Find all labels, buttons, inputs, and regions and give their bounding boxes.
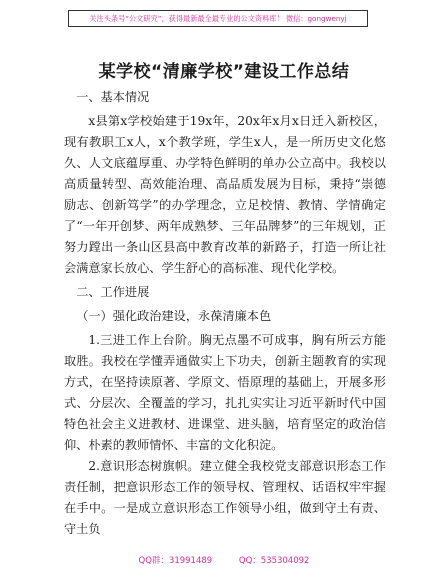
paragraph-basic-info: x县第x学校始建于19x年，20x年x月x日迁入新校区，现有教职工x人，x个教学班，学生x人，是一所历史文化悠久、人文底蕴厚重、办学特色鲜明的单办公立高中。我校以高质量转型、高效能治理、高品质发展为目标，秉持“崇德励志、创新笃学”的办学理念，立足校情、教情、学情确定了“一年开创梦、两年成熟梦、三年品牌梦”的三年规划，正努力蹚出一条山区县高中教育改革的新路子，打造一所让社会满意家长放心、学生舒心的高标准、现代化学校。 [64, 114, 386, 275]
document-title: 某学校“清廉学校”建设工作总结 [98, 62, 350, 82]
footer-qq-group: QQ群：31991489 [138, 556, 213, 566]
subsection-heading-politics: （一）强化政治建设，永葆清廉本色 [76, 309, 272, 323]
top-banner: 关注头条号“公文研究”，获得最新最全最专业的公文资料库！ 微信：gongwenyj [68, 10, 368, 27]
section-heading-progress: 二、工作进展 [76, 285, 150, 299]
paragraph-ideology: 2.意识形态树旗帜。建立健全我校党支部意识形态工作责任制，把意识形态工作的领导权、管理权、话语权牢牢握在手中。一是成立意识形态工作领导小组，做到守土有责、守土负 [64, 459, 386, 536]
paragraph-three-entries: 1.三进工作上台阶。胸无点墨不可成事，胸有所云方能取胜。我校在学懂弄通做实上下功夫，创新主题教育的实现方式，在坚持读原著、学原文、悟原理的基础上，开展多形式、分层次、全覆盖的学习，扎扎实实让习近平新时代中国特色社会主义进教材、进课堂、进头脑，培育坚定的政治信仰、朴素的教师情怀、丰富的文化积淀。 [64, 333, 386, 452]
footer [0, 554, 448, 566]
footer-qq: QQ：535304092 [238, 556, 310, 566]
section-heading-basic: 一、基本情况 [76, 90, 150, 104]
document-body [64, 84, 386, 540]
